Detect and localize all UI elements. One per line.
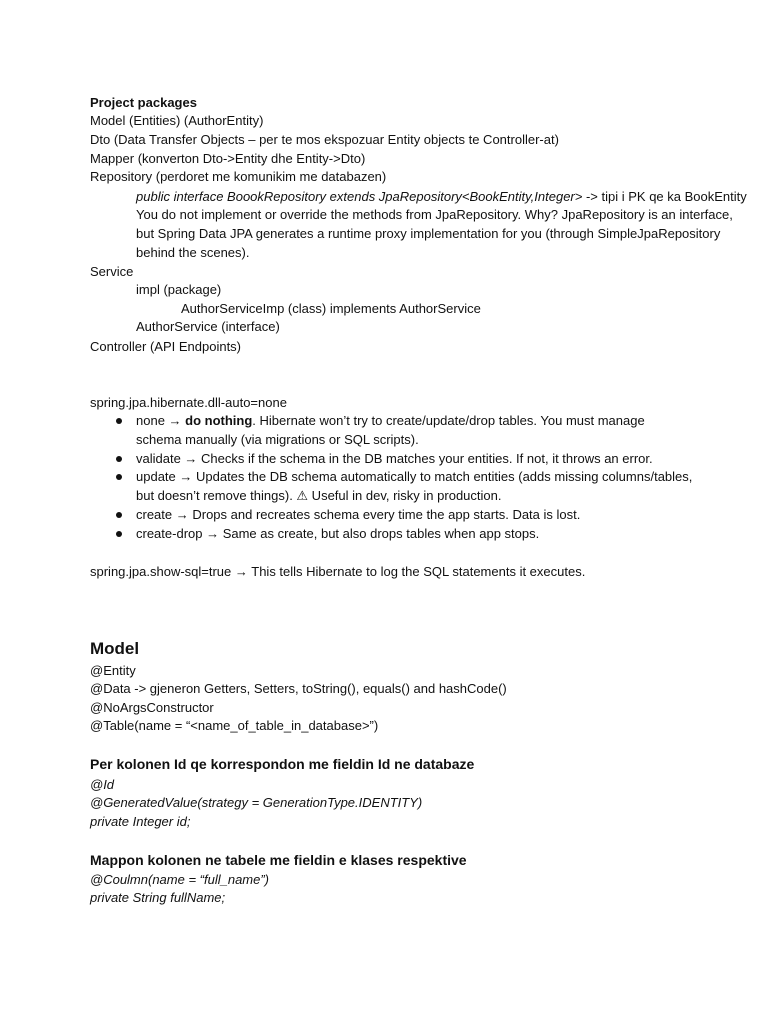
bullet-icon	[116, 531, 122, 537]
repository-note-3: behind the scenes).	[136, 245, 250, 260]
package-controller: Controller (API Endpoints)	[90, 339, 242, 354]
ddl-update: update → Updates the DB schema automatically to match entities (adds missing columns/tables,	[136, 469, 693, 484]
service-impl-class: AuthorServiceImp (class) implements AuthorService	[181, 301, 481, 316]
column-field: private String fullName;	[90, 890, 226, 905]
repository-note-2: but Spring Data JPA generates a runtime proxy implementation for you (through SimpleJpaRepository	[136, 226, 721, 241]
package-mapper: Mapper (konverton Dto->Entity dhe Entity->Dto)	[90, 151, 366, 166]
ddl-property: spring.jpa.hibernate.dll-auto=none	[90, 395, 287, 410]
bullet-icon	[116, 474, 122, 480]
package-repository: Repository (perdoret me komunikim me databazen)	[90, 169, 387, 184]
package-dto: Dto (Data Transfer Objects – per te mos ekspozuar Entity objects te Controller-at)	[90, 132, 559, 147]
repository-code-note: -> tipi i PK qe ka BookEntity	[582, 189, 747, 204]
show-sql-property: spring.jpa.show-sql=true → This tells Hibernate to log the SQL statements it executes.	[90, 564, 586, 579]
model-entity: @Entity	[90, 663, 136, 678]
bullet-icon	[116, 418, 122, 424]
ddl-create-drop: create-drop → Same as create, but also drops tables when app stops.	[136, 526, 540, 541]
repository-note-1: You do not implement or override the methods from JpaRepository. Why? JpaRepository is an interface,	[136, 207, 733, 222]
packages-heading: Project packages	[90, 95, 197, 110]
id-annotation: @Id	[90, 777, 115, 792]
model-noargs: @NoArgsConstructor	[90, 700, 214, 715]
repository-code-line	[136, 188, 747, 205]
ddl-create: create → Drops and recreates schema every time the app starts. Data is lost.	[136, 507, 581, 522]
column-section-heading: Mappon kolonen ne tabele me fieldin e klases respektive	[90, 852, 467, 868]
service-interface: AuthorService (interface)	[136, 319, 280, 334]
model-table: @Table(name = “<name_of_table_in_database>”)	[90, 718, 379, 733]
ddl-update-continued: but doesn’t remove things). ⚠ Useful in dev, risky in production.	[136, 488, 502, 503]
package-service: Service	[90, 264, 134, 279]
generated-value: @GeneratedValue(strategy = GenerationType.IDENTITY)	[90, 795, 423, 810]
column-annotation: @Coulmn(name = “full_name”)	[90, 872, 270, 887]
ddl-validate: validate → Checks if the schema in the DB matches your entities. If not, it throws an error.	[136, 451, 653, 466]
ddl-none-rest: . Hibernate won’t try to create/update/drop tables. You must manage	[252, 413, 645, 428]
repository-code: public interface BoookRepository extends JpaRepository<BookEntity,Integer>	[136, 189, 583, 204]
package-model: Model (Entities) (AuthorEntity)	[90, 113, 264, 128]
id-section-heading: Per kolonen Id qe korrespondon me fieldin Id ne databaze	[90, 756, 475, 772]
ddl-none-bold: do nothing	[185, 413, 253, 428]
bullet-icon	[116, 456, 122, 462]
ddl-none-continued: schema manually (via migrations or SQL scripts).	[136, 432, 419, 447]
ddl-none	[136, 412, 645, 429]
model-data: @Data -> gjeneron Getters, Setters, toString(), equals() and hashCode()	[90, 681, 507, 696]
service-impl: impl (package)	[136, 282, 222, 297]
id-field: private Integer id;	[90, 814, 191, 829]
ddl-none-prefix: none →	[136, 413, 186, 428]
bullet-icon	[116, 512, 122, 518]
model-heading: Model	[90, 639, 140, 658]
